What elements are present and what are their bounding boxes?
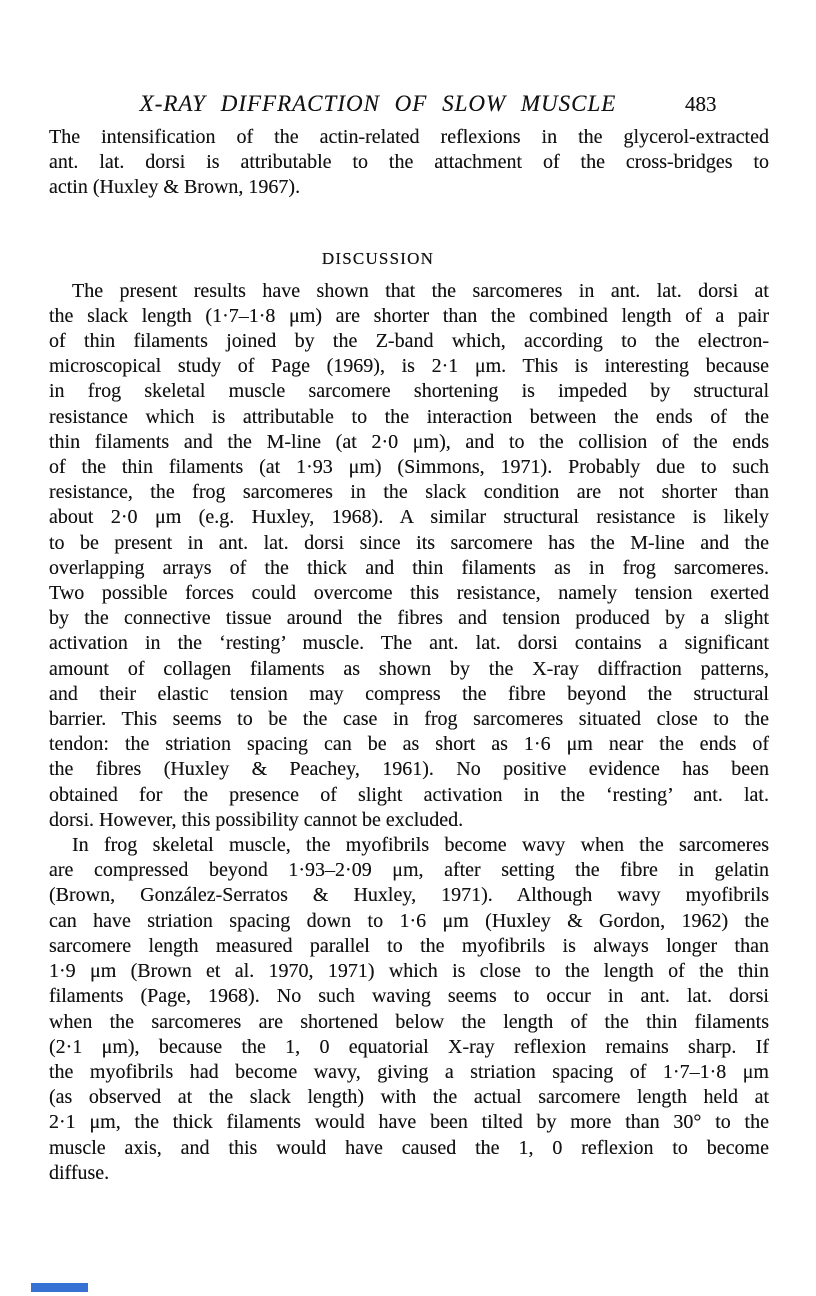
- text-line: microscopical study of Page (1969), is 2·1 μm. This is interesting because: [49, 355, 769, 378]
- text-line: Two possible forces could overcome this resistance, namely tension exerted: [49, 582, 769, 605]
- text-line: to be present in ant. lat. dorsi since its sarcomere has the M-line and the: [49, 531, 769, 554]
- text-line: (Brown, González-Serratos & Huxley, 1971). Although wavy myofibrils: [49, 884, 769, 907]
- text-line: (2·1 μm), because the 1, 0 equatorial X-ray reflexion remains sharp. If: [49, 1035, 769, 1058]
- text-line: activation in the ‘resting’ muscle. The ant. lat. dorsi contains a significant: [49, 632, 769, 655]
- text-line: muscle axis, and this would have caused the 1, 0 reflexion to become: [49, 1136, 769, 1159]
- running-head: [49, 90, 769, 118]
- text-line: tendon: the striation spacing can be as short as 1·6 μm near the ends of: [49, 733, 769, 756]
- text-line: sarcomere length measured parallel to the myofibrils is always longer than: [49, 934, 769, 957]
- text-line: the fibres (Huxley & Peachey, 1961). No positive evidence has been: [49, 758, 769, 781]
- section-heading-discussion: DISCUSSION: [321, 248, 435, 268]
- paragraph-discussion-1: [49, 279, 769, 833]
- text-line: actin (Huxley & Brown, 1967).: [49, 176, 301, 199]
- text-line: thin filaments and the M-line (at 2·0 μm), and to the collision of the ends: [49, 430, 769, 453]
- text-line: The intensification of the actin-related reflexions in the glycerol-extracted: [49, 126, 769, 148]
- text-line: can have striation spacing down to 1·6 μm (Huxley & Gordon, 1962) the: [49, 909, 769, 932]
- text-line: and their elastic tension may compress the fibre beyond the structural: [49, 682, 769, 705]
- text-line: In frog skeletal muscle, the myofibrils become wavy when the sarcomeres: [72, 834, 769, 857]
- text-line: the slack length (1·7–1·8 μm) are shorter than the combined length of a pair: [49, 304, 769, 327]
- page-title: X-RAY DIFFRACTION OF SLOW MUSCLE: [139, 91, 617, 116]
- paragraph-intro: [49, 125, 769, 201]
- text-line: 1·9 μm (Brown et al. 1970, 1971) which is close to the length of the thin: [49, 960, 769, 983]
- text-line: when the sarcomeres are shortened below the length of the thin filaments: [49, 1010, 769, 1033]
- text-line: filaments (Page, 1968). No such waving seems to occur in ant. lat. dorsi: [49, 985, 769, 1008]
- text-line: of the thin filaments (at 1·93 μm) (Simmons, 1971). Probably due to such: [49, 456, 769, 479]
- text-line: the myofibrils had become wavy, giving a striation spacing of 1·7–1·8 μm: [49, 1060, 769, 1083]
- text-line: obtained for the presence of slight activation in the ‘resting’ ant. lat.: [49, 783, 769, 806]
- bottom-left-link-mark: [31, 1283, 88, 1292]
- text-line: overlapping arrays of the thick and thin filaments as in frog sarcomeres.: [49, 556, 769, 579]
- paragraph-discussion-2: [49, 833, 769, 1186]
- text-line: barrier. This seems to be the case in frog sarcomeres situated close to the: [49, 708, 769, 731]
- text-line: of thin filaments joined by the Z-band which, according to the electron-: [49, 330, 769, 353]
- text-line: diffuse.: [49, 1161, 110, 1184]
- page-number: 483: [685, 92, 717, 116]
- text-line: 2·1 μm, the thick filaments would have been tilted by more than 30° to the: [49, 1111, 769, 1134]
- text-line: amount of collagen filaments as shown by the X-ray diffraction patterns,: [49, 657, 769, 680]
- text-line: are compressed beyond 1·93–2·09 μm, after setting the fibre in gelatin: [49, 859, 769, 882]
- text-line: The present results have shown that the sarcomeres in ant. lat. dorsi at: [72, 279, 769, 302]
- text-line: by the connective tissue around the fibres and tension produced by a slight: [49, 607, 769, 630]
- text-line: (as observed at the slack length) with the actual sarcomere length held at: [49, 1086, 769, 1109]
- text-line: resistance which is attributable to the interaction between the ends of the: [49, 405, 769, 428]
- text-line: in frog skeletal muscle sarcomere shortening is impeded by structural: [49, 380, 769, 403]
- text-line: about 2·0 μm (e.g. Huxley, 1968). A similar structural resistance is likely: [49, 506, 769, 529]
- text-line: ant. lat. dorsi is attributable to the attachment of the cross-bridges to: [49, 151, 769, 174]
- text-line: resistance, the frog sarcomeres in the slack condition are not shorter than: [49, 481, 769, 504]
- text-line: dorsi. However, this possibility cannot be excluded.: [49, 808, 464, 831]
- text-block: [49, 0, 769, 1186]
